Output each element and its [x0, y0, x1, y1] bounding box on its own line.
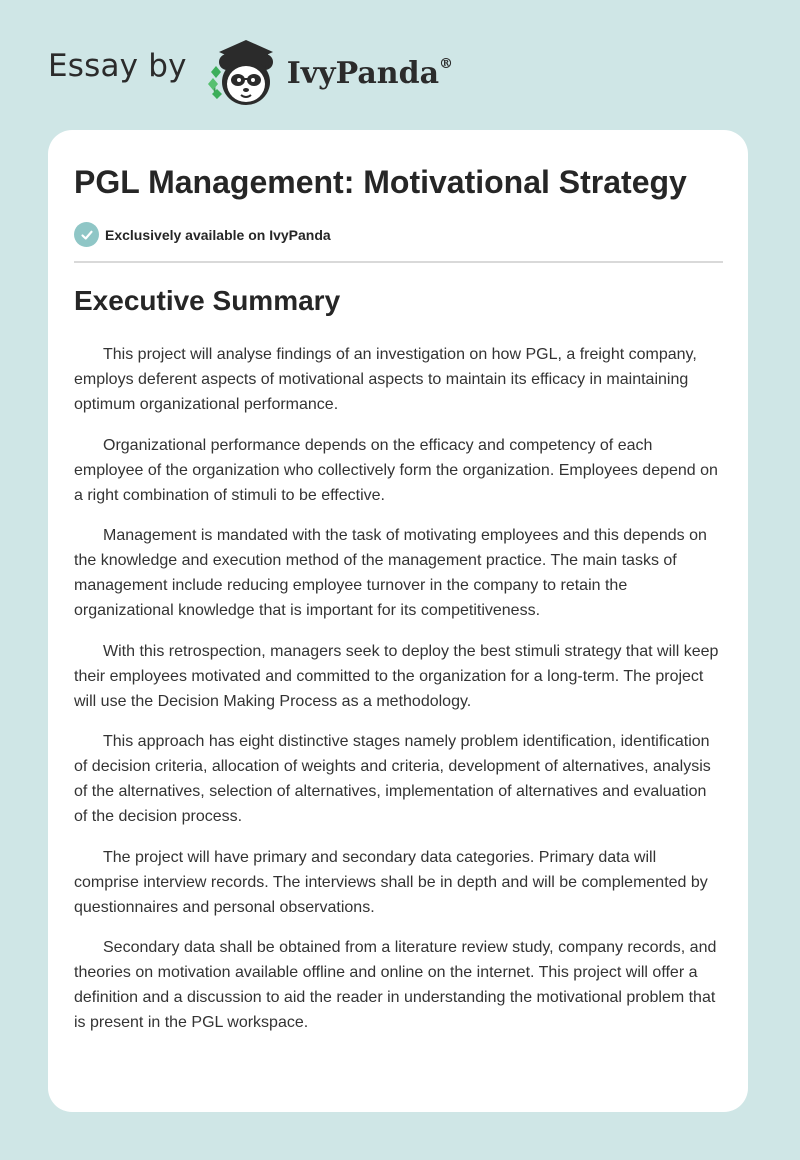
paragraph: Management is mandated with the task of motivating employees and this depends on the knowledge and execution method of the management practice. The main tasks of management include reducing employee turnover in the company to retain the organizational knowledge that is important for its competitiveness.	[74, 527, 707, 619]
essay-body	[74, 342, 724, 1051]
section-title: Executive Summary	[74, 285, 341, 316]
paragraph: The project will have primary and secondary data categories. Primary data will comprise interview records. The interviews shall be in depth and will be complemented by questionnaires and personal observations.	[74, 848, 708, 916]
brand-prefix: Essay by	[48, 48, 187, 84]
registered-mark: ®	[439, 55, 454, 72]
brand-name-text[interactable]: IvyPanda	[286, 55, 440, 91]
brand-name[interactable]	[287, 56, 453, 91]
paragraph: Organizational performance depends on the efficacy and competency of each employee of the organization who collectively form the organization. Employees depend on a right combination of stimuli to be effective.	[74, 436, 718, 504]
paragraph: With this retrospection, managers seek to deploy the best stimuli strategy that will keep their employees motivated and committed to the organization for a long-term. The project will use the Decision Making Process as a methodology.	[74, 642, 719, 710]
badge-text: Exclusively available on IvyPanda	[105, 226, 331, 243]
exclusive-badge	[74, 222, 331, 247]
divider	[74, 261, 723, 263]
site-header	[48, 32, 453, 112]
check-icon	[74, 222, 99, 247]
paragraph: This approach has eight distinctive stages namely problem identification, identification of decision criteria, allocation of weights and criteria, development of alternatives, analysis of the alternatives, selection of alternatives, implementation of alternatives and evaluation of the decision process.	[74, 733, 711, 825]
essay-card	[48, 130, 748, 1112]
page-title: PGL Management: Motivational Strategy	[74, 164, 687, 200]
panda-graduate-icon[interactable]	[201, 32, 291, 112]
paragraph: This project will analyse findings of an investigation on how PGL, a freight company, employs deferent aspects of motivational aspects to maintain its efficacy in maintaining optimum organizational performance.	[74, 346, 697, 413]
paragraph: Secondary data shall be obtained from a literature review study, company records, and theories on motivation available offline and online on the internet. This project will offer a definition and a discussion to aid the reader in understanding the motivational problem that is present in the PGL workspace.	[74, 939, 717, 1031]
